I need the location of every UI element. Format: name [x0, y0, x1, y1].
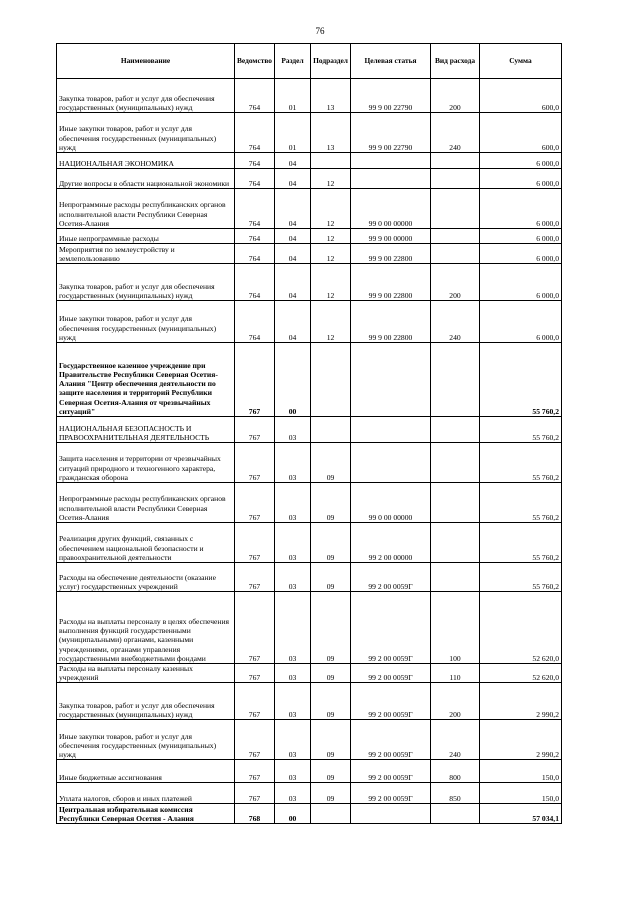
row-dept: 764: [235, 189, 275, 229]
row-kind: [431, 229, 480, 244]
row-section: 01: [275, 79, 311, 113]
row-dept: 767: [235, 783, 275, 804]
row-name: Другие вопросы в области национальной экономики: [57, 169, 235, 189]
row-target: 99 0 00 00000: [351, 189, 431, 229]
table-row: [57, 592, 562, 664]
row-kind: 240: [431, 301, 480, 343]
row-section: 03: [275, 483, 311, 523]
row-section: 00: [275, 804, 311, 824]
row-name: Иные непрограммные расходы: [57, 229, 235, 244]
table-row: [57, 153, 562, 169]
row-name: Мероприятия по землеустройству и землепользованию: [57, 244, 235, 264]
row-section: 04: [275, 189, 311, 229]
table-row: [57, 417, 562, 443]
row-kind: [431, 244, 480, 264]
row-target: [351, 443, 431, 483]
row-name: Закупка товаров, работ и услуг для обеспечения государственных (муниципальных) нужд: [57, 683, 235, 720]
row-section: 03: [275, 563, 311, 592]
header-sum: Сумма: [480, 44, 562, 79]
row-name: Расходы на обеспечение деятельности (оказание услуг) государственных учреждений: [57, 563, 235, 592]
row-section: 04: [275, 153, 311, 169]
row-dept: 764: [235, 264, 275, 301]
row-dept: 767: [235, 592, 275, 664]
row-name: НАЦИОНАЛЬНАЯ ЭКОНОМИКА: [57, 153, 235, 169]
row-dept: 767: [235, 760, 275, 783]
row-kind: [431, 804, 480, 824]
row-target: 99 9 00 22800: [351, 301, 431, 343]
row-dept: 767: [235, 343, 275, 417]
row-name: Защита населения и территории от чрезвычайных ситуаций природного и техногенного характера, гражданская оборона: [57, 443, 235, 483]
row-kind: 850: [431, 783, 480, 804]
row-subsection: 12: [311, 264, 351, 301]
table-row: [57, 760, 562, 783]
table-row: [57, 343, 562, 417]
row-dept: 767: [235, 563, 275, 592]
row-sum: 55 760,2: [480, 343, 562, 417]
row-target: 99 2 00 0059Г: [351, 664, 431, 683]
header-target: Целевая статья: [351, 44, 431, 79]
row-subsection: 12: [311, 169, 351, 189]
row-section: 00: [275, 343, 311, 417]
row-subsection: 12: [311, 244, 351, 264]
row-kind: [431, 343, 480, 417]
row-dept: 764: [235, 244, 275, 264]
row-subsection: 12: [311, 229, 351, 244]
row-subsection: [311, 804, 351, 824]
row-name: Непрограммные расходы республиканских органов исполнительной власти Республики Северная Осетия-Алания: [57, 483, 235, 523]
row-sum: 55 760,2: [480, 563, 562, 592]
row-dept: 764: [235, 113, 275, 153]
row-dept: 764: [235, 153, 275, 169]
table-row: [57, 113, 562, 153]
row-name: Непрограммные расходы республиканских органов исполнительной власти Республики Северная Осетия-Алания: [57, 189, 235, 229]
row-sum: 55 760,2: [480, 483, 562, 523]
header-dept: Ведомство: [235, 44, 275, 79]
row-section: 03: [275, 720, 311, 760]
row-sum: 2 990,2: [480, 683, 562, 720]
table-row: [57, 264, 562, 301]
row-section: 03: [275, 664, 311, 683]
table-body: [57, 79, 562, 824]
table-row: [57, 244, 562, 264]
row-kind: [431, 563, 480, 592]
row-subsection: 09: [311, 683, 351, 720]
row-name: Центральная избирательная комиссия Республики Северная Осетия - Алания: [57, 804, 235, 824]
row-dept: 764: [235, 229, 275, 244]
table-row: [57, 301, 562, 343]
row-target: 99 9 00 22790: [351, 79, 431, 113]
row-sum: 6 000,0: [480, 301, 562, 343]
row-target: [351, 343, 431, 417]
row-section: 01: [275, 113, 311, 153]
row-subsection: 12: [311, 189, 351, 229]
row-sum: 6 000,0: [480, 189, 562, 229]
row-subsection: [311, 153, 351, 169]
row-section: 03: [275, 592, 311, 664]
row-dept: 767: [235, 417, 275, 443]
row-kind: 800: [431, 760, 480, 783]
row-target: [351, 153, 431, 169]
row-kind: 110: [431, 664, 480, 683]
row-kind: [431, 483, 480, 523]
row-section: 03: [275, 683, 311, 720]
row-subsection: 13: [311, 79, 351, 113]
row-subsection: 09: [311, 720, 351, 760]
row-name: Уплата налогов, сборов и иных платежей: [57, 783, 235, 804]
row-kind: 240: [431, 113, 480, 153]
row-subsection: 13: [311, 113, 351, 153]
row-sum: 52 620,0: [480, 664, 562, 683]
table-row: [57, 783, 562, 804]
row-kind: [431, 189, 480, 229]
row-name: Иные закупки товаров, работ и услуг для обеспечения государственных (муниципальных) нужд: [57, 113, 235, 153]
row-sum: 55 760,2: [480, 417, 562, 443]
table-row: [57, 443, 562, 483]
row-target: 99 0 00 00000: [351, 483, 431, 523]
row-dept: 767: [235, 443, 275, 483]
row-target: 99 9 00 22800: [351, 244, 431, 264]
row-kind: [431, 153, 480, 169]
row-target: 99 9 00 22790: [351, 113, 431, 153]
page-number: 76: [315, 26, 325, 36]
row-name: Государственное казенное учреждение при Правительстве Республики Северная Осетия-Алания "Центр обеспечения деятельности по защите населения и территорий Республики Северная Осетия-Алания от чрезвычайных ситуаций": [57, 343, 235, 417]
table-row: [57, 79, 562, 113]
row-kind: [431, 443, 480, 483]
row-target: [351, 804, 431, 824]
table-header-row: [57, 44, 562, 79]
row-name: Расходы на выплаты персоналу в целях обеспечения выполнения функций государственными (муниципальными) органами, казенными учреждениями, органами управления государственными внебюджетными фондами: [57, 592, 235, 664]
row-kind: 200: [431, 683, 480, 720]
row-sum: 6 000,0: [480, 244, 562, 264]
row-section: 04: [275, 301, 311, 343]
row-sum: 2 990,2: [480, 720, 562, 760]
row-dept: 764: [235, 301, 275, 343]
row-name: Реализация других функций, связанных с обеспечением национальной безопасности и правоохранительной деятельности: [57, 523, 235, 563]
row-section: 04: [275, 229, 311, 244]
row-kind: 240: [431, 720, 480, 760]
row-name: Иные закупки товаров, работ и услуг для обеспечения государственных (муниципальных) нужд: [57, 301, 235, 343]
row-section: 03: [275, 783, 311, 804]
row-name: Иные бюджетные ассигнования: [57, 760, 235, 783]
row-kind: 200: [431, 79, 480, 113]
row-section: 03: [275, 760, 311, 783]
header-name: Наименование: [57, 44, 235, 79]
row-sum: 6 000,0: [480, 229, 562, 244]
row-dept: 767: [235, 720, 275, 760]
row-target: [351, 417, 431, 443]
row-dept: 764: [235, 169, 275, 189]
row-subsection: 09: [311, 563, 351, 592]
row-sum: 6 000,0: [480, 169, 562, 189]
row-kind: [431, 417, 480, 443]
row-target: 99 2 00 0059Г: [351, 563, 431, 592]
row-subsection: 09: [311, 443, 351, 483]
row-sum: 6 000,0: [480, 153, 562, 169]
row-sum: 55 760,2: [480, 443, 562, 483]
row-target: 99 2 00 0059Г: [351, 592, 431, 664]
row-section: 04: [275, 264, 311, 301]
row-subsection: 09: [311, 483, 351, 523]
row-section: 04: [275, 244, 311, 264]
row-sum: 150,0: [480, 760, 562, 783]
row-sum: 600,0: [480, 113, 562, 153]
row-kind: 200: [431, 264, 480, 301]
row-name: Расходы на выплаты персоналу казенных учреждений: [57, 664, 235, 683]
row-target: 99 2 00 0059Г: [351, 783, 431, 804]
row-section: 03: [275, 443, 311, 483]
table-row: [57, 169, 562, 189]
budget-table: [56, 43, 562, 824]
row-dept: 764: [235, 79, 275, 113]
header-section: Раздел: [275, 44, 311, 79]
row-name: Иные закупки товаров, работ и услуг для обеспечения государственных (муниципальных) нужд: [57, 720, 235, 760]
table-row: [57, 683, 562, 720]
row-name: Закупка товаров, работ и услуг для обеспечения государственных (муниципальных) нужд: [57, 264, 235, 301]
table-row: [57, 804, 562, 824]
row-kind: 100: [431, 592, 480, 664]
row-sum: 6 000,0: [480, 264, 562, 301]
table-row: [57, 229, 562, 244]
row-target: 99 2 00 00000: [351, 523, 431, 563]
row-section: 03: [275, 523, 311, 563]
row-target: 99 9 00 22800: [351, 264, 431, 301]
row-subsection: 09: [311, 664, 351, 683]
row-subsection: [311, 343, 351, 417]
row-target: 99 2 00 0059Г: [351, 720, 431, 760]
row-kind: [431, 523, 480, 563]
row-dept: 767: [235, 483, 275, 523]
row-kind: [431, 169, 480, 189]
row-sum: 150,0: [480, 783, 562, 804]
row-dept: 767: [235, 664, 275, 683]
row-subsection: 09: [311, 783, 351, 804]
row-subsection: [311, 417, 351, 443]
row-subsection: 12: [311, 301, 351, 343]
table-row: [57, 664, 562, 683]
row-subsection: 09: [311, 523, 351, 563]
table-row: [57, 720, 562, 760]
row-sum: 57 034,1: [480, 804, 562, 824]
header-subsection: Подраздел: [311, 44, 351, 79]
table-row: [57, 563, 562, 592]
table-row: [57, 523, 562, 563]
row-sum: 600,0: [480, 79, 562, 113]
row-target: [351, 169, 431, 189]
row-section: 04: [275, 169, 311, 189]
header-kind: Вид расхода: [431, 44, 480, 79]
row-subsection: 09: [311, 592, 351, 664]
row-section: 03: [275, 417, 311, 443]
row-target: 99 2 00 0059Г: [351, 760, 431, 783]
table-row: [57, 189, 562, 229]
row-name: Закупка товаров, работ и услуг для обеспечения государственных (муниципальных) нужд: [57, 79, 235, 113]
row-sum: 55 760,2: [480, 523, 562, 563]
row-subsection: 09: [311, 760, 351, 783]
row-dept: 767: [235, 683, 275, 720]
row-sum: 52 620,0: [480, 592, 562, 664]
row-target: 99 9 00 00000: [351, 229, 431, 244]
row-target: 99 2 00 0059Г: [351, 683, 431, 720]
row-name: НАЦИОНАЛЬНАЯ БЕЗОПАСНОСТЬ И ПРАВООХРАНИТЕЛЬНАЯ ДЕЯТЕЛЬНОСТЬ: [57, 417, 235, 443]
table-row: [57, 483, 562, 523]
row-dept: 768: [235, 804, 275, 824]
row-dept: 767: [235, 523, 275, 563]
